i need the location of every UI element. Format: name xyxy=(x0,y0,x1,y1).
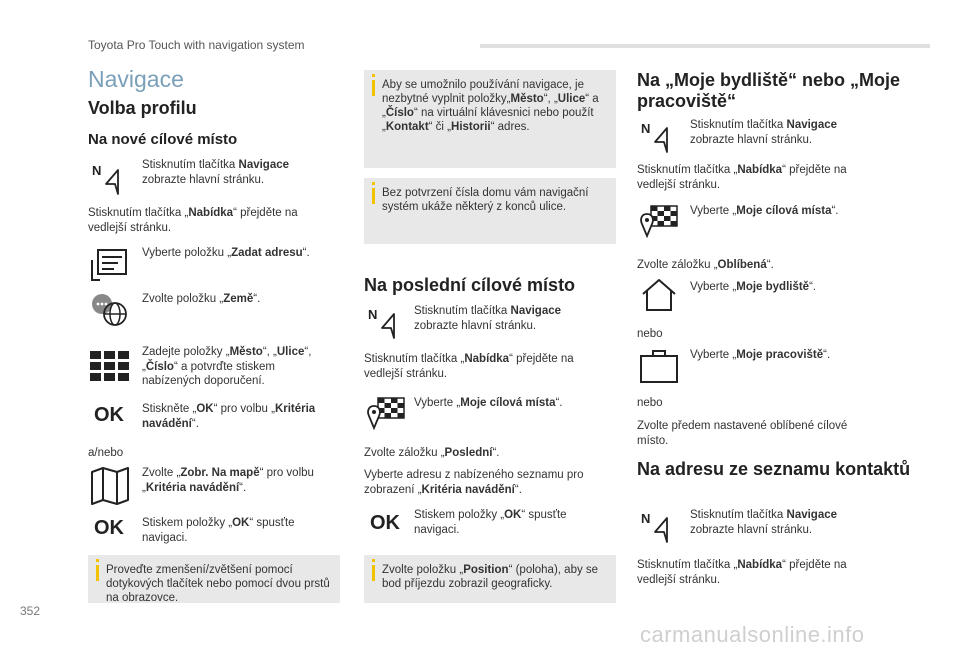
step-text: Vyberte „Moje cílová místa“. xyxy=(690,205,839,217)
svg-text:N: N xyxy=(641,511,651,526)
info-icon xyxy=(372,565,375,581)
ok-icon: OK xyxy=(94,404,124,426)
navigation-icon xyxy=(364,302,408,342)
step-text: Vyberte položku „Zadat adresu“. xyxy=(142,247,310,259)
heading-new-destination: Na nové cílové místo xyxy=(88,131,238,148)
running-header: Toyota Pro Touch with navigation system xyxy=(88,38,305,52)
destination-flag-icon xyxy=(637,200,681,240)
info-icon xyxy=(372,188,375,204)
step-text: Zvolte záložku „Poslední“. xyxy=(364,447,500,459)
step-text: Stisknutím tlačítka „Nabídka“ přejděte na vedlejší stránku. xyxy=(637,559,847,586)
ok-icon: OK xyxy=(370,512,400,534)
step-text: Vyberte „Moje cílová místa“. xyxy=(414,397,563,409)
keyboard-icon xyxy=(88,345,132,385)
step-text: Stiskněte „OK“ pro volbu „Kritéria navádění“. xyxy=(142,403,316,430)
step-text: Stisknutím tlačítka „Nabídka“ přejděte na vedlejší stránku. xyxy=(88,207,298,234)
note-text: Zvolte položku „Position“ (poloha), aby se bod příjezdu zobrazil geograficky. xyxy=(382,564,599,590)
step-text: Zadejte položky „Město“, „Ulice“, „Číslo“ a potvrďte stiskem nabízených doporučení. xyxy=(142,346,312,387)
info-note xyxy=(364,70,616,168)
svg-text:N: N xyxy=(92,163,102,178)
heading-home-work: Na „Moje bydliště“ nebo „Moje pracoviště“ xyxy=(637,70,901,111)
info-icon xyxy=(372,80,375,96)
navigation-icon xyxy=(637,116,681,156)
or-text: a/nebo xyxy=(88,447,124,459)
step-text: Zvolte záložku „Oblíbená“. xyxy=(637,259,774,271)
navigation-icon xyxy=(88,158,132,198)
step-text: Stiskem položky „OK“ spusťte navigaci. xyxy=(414,509,567,536)
step-text: Vyberte adresu z nabízeného seznamu pro zobrazení „Kritéria navádění“. xyxy=(364,469,584,496)
note-text: Proveďte zmenšení/zvětšení pomocí dotykových tlačítek nebo pomocí dvou prstů na obrazovce. xyxy=(106,564,330,604)
info-note xyxy=(364,555,616,603)
note-text: Aby se umožnilo používání navigace, je nezbytné vyplnit položky„Město“, „Ulice“ a „Číslo“ na virtuální klávesnici nebo použít „Kontakt“ či „Historii“ adres. xyxy=(382,79,599,133)
page-number: 352 xyxy=(20,604,41,618)
step-text: Zvolte „Zobr. Na mapě“ pro volbu „Kritéria navádění“. xyxy=(142,467,314,494)
heading-contacts: Na adresu ze seznamu kontaktů xyxy=(637,459,911,479)
or-text: nebo xyxy=(637,328,663,340)
info-note xyxy=(88,555,340,603)
home-icon xyxy=(637,276,681,316)
step-text: Stisknutím tlačítka Navigace zobrazte hlavní stránku. xyxy=(142,159,290,186)
step-text: Stisknutím tlačítka Navigace zobrazte hlavní stránku. xyxy=(690,509,838,536)
step-text: Stisknutím tlačítka Navigace zobrazte hlavní stránku. xyxy=(414,305,562,332)
step-text: Stisknutím tlačítka „Nabídka“ přejděte na vedlejší stránku. xyxy=(637,164,847,191)
heading-last-destination: Na poslední cílové místo xyxy=(364,275,576,295)
info-note xyxy=(364,178,616,244)
destination-flag-icon xyxy=(364,392,408,432)
step-text: Stisknutím tlačítka „Nabídka“ přejděte na vedlejší stránku. xyxy=(364,353,574,380)
info-icon xyxy=(96,565,99,581)
ok-icon: OK xyxy=(94,517,124,539)
svg-text:N: N xyxy=(368,307,378,322)
address-entry-icon xyxy=(88,246,132,286)
step-text: Stisknutím tlačítka Navigace zobrazte hlavní stránku. xyxy=(690,119,838,146)
section-title: Navigace xyxy=(88,66,184,92)
map-icon xyxy=(88,466,132,506)
header-divider xyxy=(480,44,930,48)
or-text: nebo xyxy=(637,397,663,409)
country-globe-icon xyxy=(88,290,132,330)
step-text: Stiskem položky „OK“ spusťte navigaci. xyxy=(142,517,295,544)
briefcase-icon xyxy=(637,346,681,386)
heading-profile: Volba profilu xyxy=(88,98,197,118)
step-text: Vyberte „Moje pracoviště“. xyxy=(690,349,831,361)
note-text: Bez potvrzení čísla domu vám navigační systém ukáže některý z konců ulice. xyxy=(382,187,589,213)
watermark: carmanualsonline.info xyxy=(640,622,865,647)
step-text: Zvolte položku „Země“. xyxy=(142,293,261,305)
svg-text:N: N xyxy=(641,121,651,136)
navigation-icon xyxy=(637,506,681,546)
step-text: Vyberte „Moje bydliště“. xyxy=(690,281,817,293)
step-text: Zvolte předem nastavené oblíbené cílové místo. xyxy=(637,420,848,447)
